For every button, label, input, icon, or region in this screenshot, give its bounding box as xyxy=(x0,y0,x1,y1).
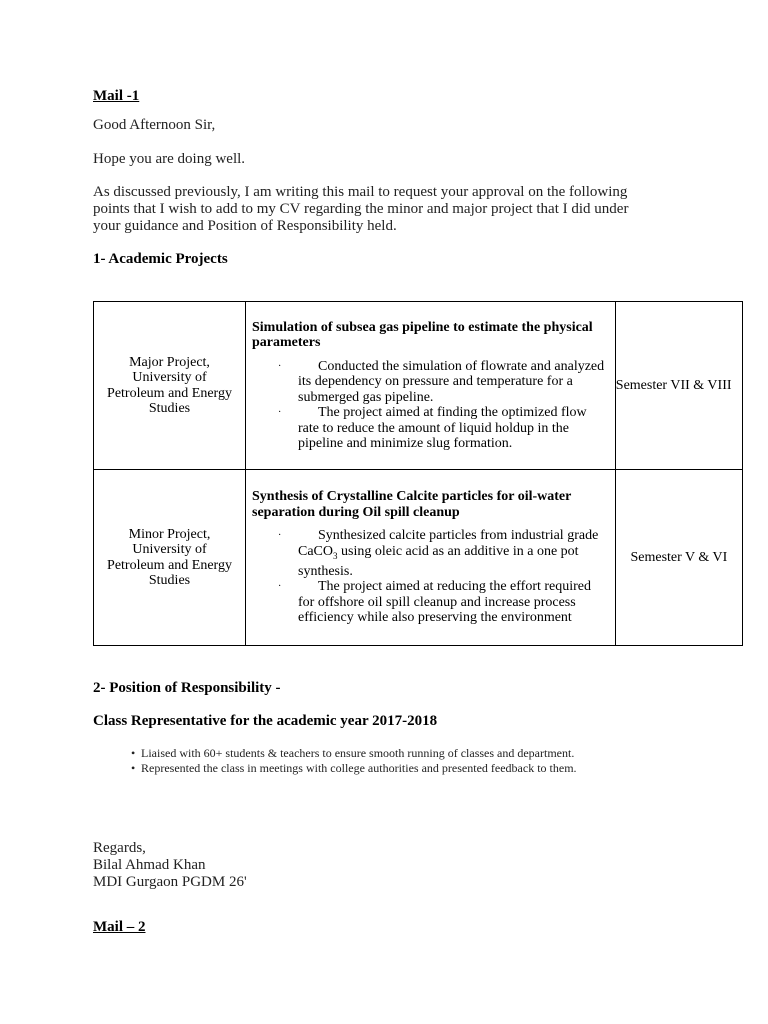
bullet-glyph: · xyxy=(278,407,282,418)
projects-table xyxy=(93,301,743,646)
list-item-text: Liaised with 60+ students & teachers to ensure smooth running of classes and department. xyxy=(141,746,575,760)
semester-cell: Semester VII & VIII xyxy=(615,302,742,470)
mail1-title: Mail -1 xyxy=(93,88,140,104)
mail2-title: Mail – 2 xyxy=(93,919,146,935)
project-type-cell xyxy=(94,470,246,646)
sender-affiliation: MDI Gurgaon PGDM 26' xyxy=(93,874,247,890)
list-item xyxy=(131,746,577,761)
project-type: Minor Project, xyxy=(128,526,211,542)
project-title: Synthesis of Crystalline Calcite particles for oil-water separation during Oil spill cleanup xyxy=(252,489,572,520)
sender-name: Bilal Ahmad Khan xyxy=(93,857,206,873)
list-item xyxy=(131,761,577,776)
section-academic-projects: 1- Academic Projects xyxy=(93,251,228,267)
table-row xyxy=(94,302,743,470)
role-title: Class Representative for the academic year 2017-2018 xyxy=(93,713,438,729)
project-org-line: University of xyxy=(132,370,207,385)
list-item-text: Represented the class in meetings with college authorities and presented feedback to them. xyxy=(141,761,577,775)
list-item xyxy=(278,579,605,626)
section-position-of-responsibility: 2- Position of Responsibility - xyxy=(93,680,281,696)
bullet-text: using oleic acid as an additive in a one pot synthesis. xyxy=(298,543,579,579)
project-org-line: University of xyxy=(132,542,207,557)
bullet-glyph: · xyxy=(278,530,282,542)
bullet-glyph: • xyxy=(131,761,136,775)
wellwish: Hope you are doing well. xyxy=(93,151,246,167)
project-title: Simulation of subsea gas pipeline to estimate the physical parameters xyxy=(252,319,593,350)
bullet-glyph: • xyxy=(131,746,136,760)
bullet-glyph: · xyxy=(278,360,282,372)
signoff: Regards, xyxy=(93,840,146,856)
bullet-text: The project aimed at reducing the effort required for offshore oil spill cleanup and increase process efficiency while also preserving the environment xyxy=(298,579,592,626)
bullet-text: Conducted the simulation of flowrate and analyzed its dependency on pressure and temperature for a submerged gas pipeline. xyxy=(298,358,605,405)
bullet-glyph: · xyxy=(278,581,282,593)
project-description-cell xyxy=(246,470,616,646)
project-type: Major Project, xyxy=(129,354,210,370)
project-org-line: Petroleum and Energy xyxy=(107,557,232,573)
list-item xyxy=(278,405,605,452)
intro-line: points that I wish to add to my CV regarding the minor and major project that I did under xyxy=(93,201,629,217)
subscript: 3 xyxy=(333,550,338,561)
table-row xyxy=(94,470,743,646)
intro-line: As discussed previously, I am writing this mail to request your approval on the following xyxy=(93,184,628,200)
project-bullets xyxy=(246,528,615,626)
list-item xyxy=(278,528,605,579)
intro-paragraph xyxy=(93,184,693,235)
project-bullets xyxy=(246,359,615,452)
project-org-line: Studies xyxy=(148,573,191,588)
responsibility-list xyxy=(131,746,577,776)
intro-line: your guidance and Position of Responsibility held. xyxy=(93,218,397,234)
project-org-line: Studies xyxy=(148,401,191,416)
project-description-cell xyxy=(246,302,616,470)
bullet-text: Synthesized calcite particles from industrial grade CaCO xyxy=(298,528,599,559)
project-type-cell xyxy=(94,302,246,470)
greeting: Good Afternoon Sir, xyxy=(93,117,216,133)
list-item xyxy=(278,358,605,406)
bullet-text: The project aimed at finding the optimized flow rate to reduce the amount of liquid holdup in the pipeline and minimize slug formation. xyxy=(298,405,587,451)
project-org-line: Petroleum and Energy xyxy=(107,385,232,401)
semester-cell: Semester V & VI xyxy=(615,470,742,646)
